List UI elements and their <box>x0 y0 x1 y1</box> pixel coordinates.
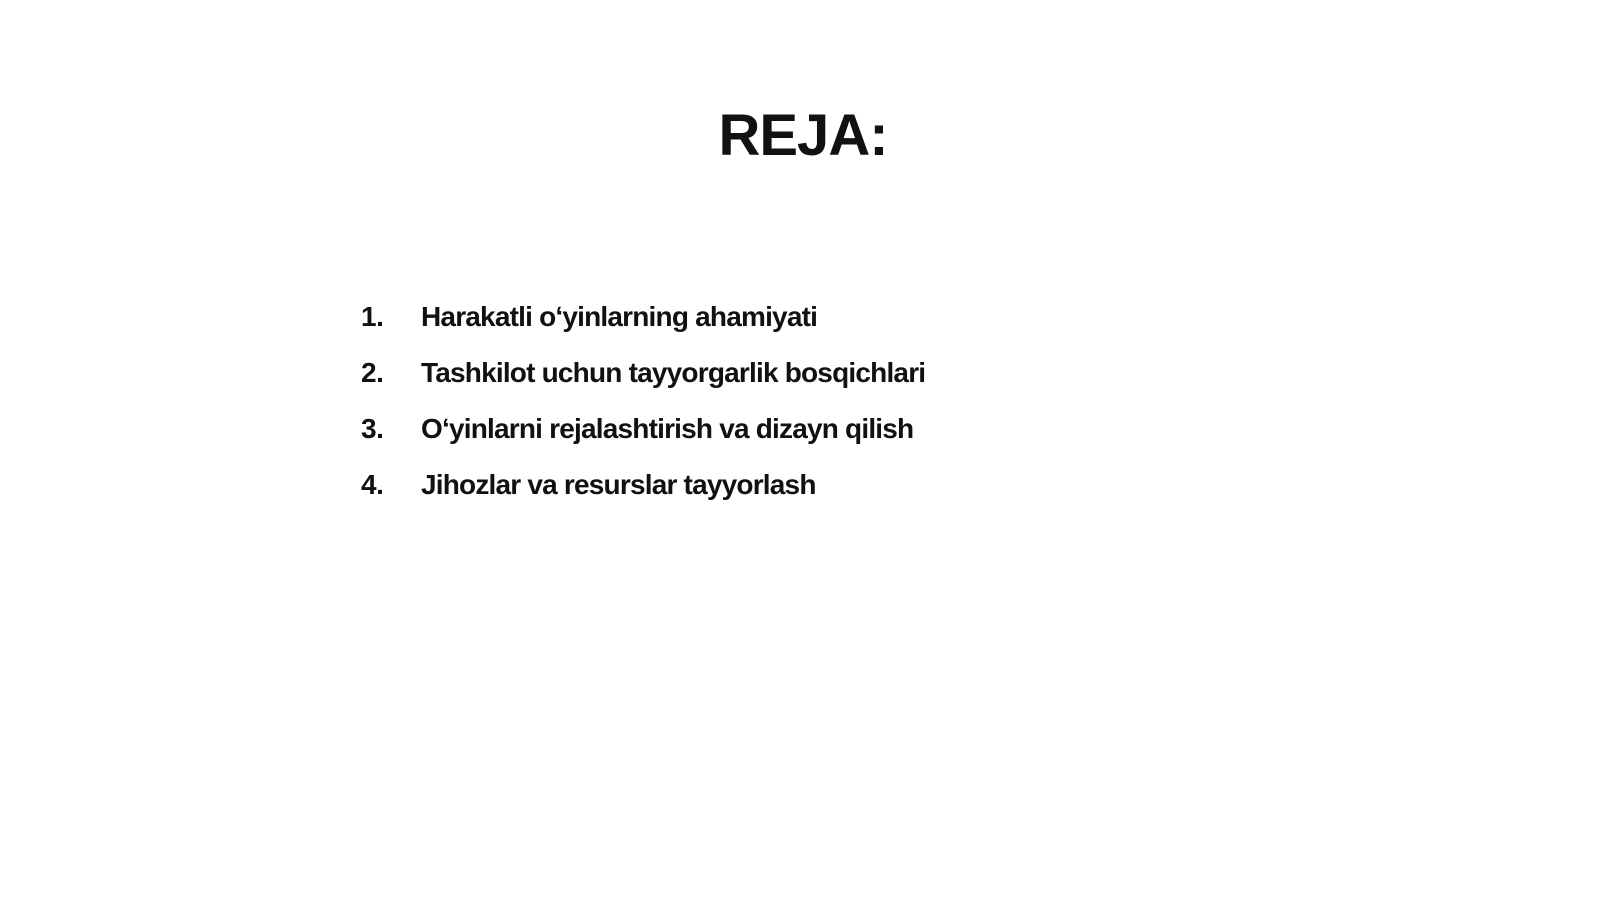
list-item-text: Oʻyinlarni rejalashtirish va dizayn qilish <box>421 413 914 444</box>
list-item-text: Jihozlar va resurslar tayyorlash <box>421 469 816 500</box>
list-item-number: 2. <box>361 357 384 388</box>
list-item <box>361 457 925 513</box>
list-item-number: 1. <box>361 301 384 332</box>
slide-title: REJA: <box>718 103 888 168</box>
list-item-number: 3. <box>361 413 384 444</box>
list-item <box>361 401 925 457</box>
list-item <box>361 345 925 401</box>
list-item <box>361 289 925 345</box>
list-item-number: 4. <box>361 469 384 500</box>
list-item-text: Tashkilot uchun tayyorgarlik bosqichlari <box>421 357 926 388</box>
plan-list <box>361 289 925 513</box>
list-item-text: Harakatli oʻyinlarning ahamiyati <box>421 301 818 332</box>
